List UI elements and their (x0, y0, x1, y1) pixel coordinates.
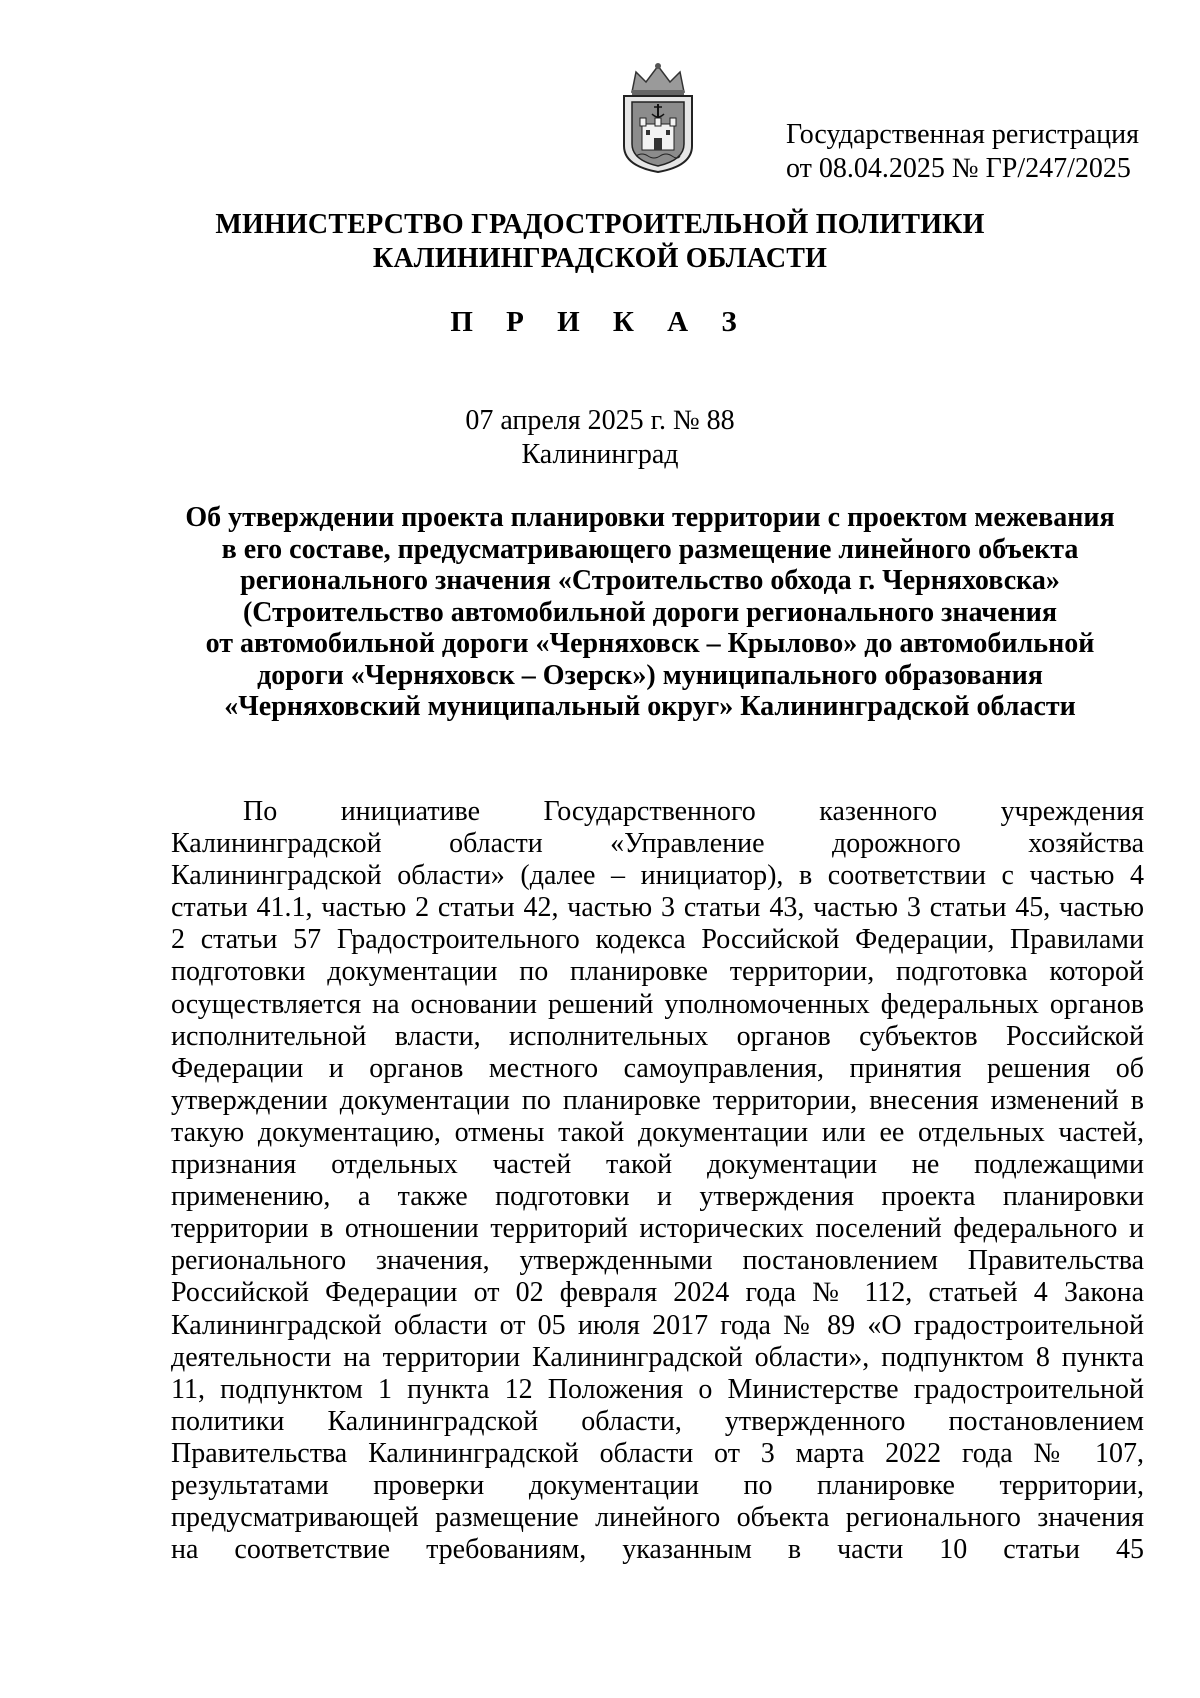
body-line: Калининградской области» (далее – инициатор), в соответствии с частью 4 (171, 860, 1144, 892)
body-line: Федерации и органов местного самоуправления, принятия решения об (171, 1052, 1144, 1084)
body-line: осуществляется на основании решений уполномоченных федеральных органов (171, 988, 1144, 1020)
body-line: 11, подпунктом 1 пункта 12 Положения о Министерстве градостроительной (171, 1373, 1144, 1405)
body-line: Калининградской области «Управление дорожного хозяйства (171, 828, 1144, 860)
subject-line: от автомобильной дороги «Черняховск – Крылово» до автомобильной (205, 628, 1095, 659)
registration-title: Государственная регистрация (786, 119, 1139, 150)
ministry-line-2: КАЛИНИНГРАДСКОЙ ОБЛАСТИ (372, 243, 828, 274)
order-subject (170, 502, 1130, 723)
document-type: П Р И К А З (450, 306, 750, 338)
body-line: Российской Федерации от 02 февраля 2024 года № 112, статьей 4 Закона (171, 1277, 1144, 1309)
body-line: регионального значения, утвержденными постановлением Правительства (171, 1245, 1144, 1277)
order-city: Калининград (521, 439, 679, 470)
body-line: такую документацию, отмены такой документации или ее отдельных частей, (171, 1116, 1144, 1148)
body-line: Правительства Калининградской области от 3 марта 2022 года № 107, (171, 1437, 1144, 1469)
subject-line: в его составе, предусматривающего размещение линейного объекта (221, 533, 1079, 565)
subject-line: дороги «Черняховск – Озерск») муниципального образования (257, 659, 1043, 691)
subject-line: «Черняховский муниципальный округ» Калининградской области (224, 691, 1076, 722)
body-line: подготовки документации по планировке территории, подготовка которой (171, 956, 1144, 988)
body-paragraph (171, 796, 1144, 1566)
body-line: на соответствие требованиям, указанным в части 10 статьи 45 (171, 1534, 1144, 1566)
body-line: территории в отношении территорий исторических поселений федерального и (171, 1213, 1144, 1245)
subject-line: регионального значения «Строительство обхода г. Черняховска» (240, 565, 1060, 596)
body-line: применению, а также подготовки и утверждения проекта планировки (171, 1181, 1144, 1213)
coat-of-arms-icon (618, 62, 698, 174)
registration-number: от 08.04.2025 № ГР/247/2025 (786, 153, 1131, 184)
order-date-number: 07 апреля 2025 г. № 88 (465, 405, 735, 436)
body-line: политики Калининградской области, утвержденного постановлением (171, 1405, 1144, 1437)
subject-line: (Строительство автомобильной дороги регионального значения (242, 596, 1058, 628)
ministry-name (0, 208, 1200, 276)
body-line: По инициативе Государственного казенного учреждения (243, 796, 1144, 827)
order-date-block (0, 404, 1200, 472)
body-line: исполнительной власти, исполнительных органов субъектов Российской (171, 1020, 1144, 1052)
body-line: деятельности на территории Калининградской области», подпунктом 8 пункта (171, 1341, 1144, 1373)
body-line: предусматривающей размещение линейного объекта регионального значения (171, 1502, 1144, 1534)
ministry-line-1: МИНИСТЕРСТВО ГРАДОСТРОИТЕЛЬНОЙ ПОЛИТИКИ (215, 209, 985, 240)
body-line: утверждении документации по планировке территории, внесения изменений в (171, 1084, 1144, 1116)
registration-stamp (786, 118, 1139, 186)
body-line: результатами проверки документации по планировке территории, (171, 1469, 1144, 1501)
body-line: 2 статьи 57 Градостроительного кодекса Российской Федерации, Правилами (171, 924, 1144, 956)
body-line: статьи 41.1, частью 2 статьи 42, частью 3 статьи 43, частью 3 статьи 45, частью (171, 892, 1144, 924)
body-line: Калининградской области от 05 июля 2017 года № 89 «О градостроительной (171, 1309, 1144, 1341)
subject-line: Об утверждении проекта планировки территории с проектом межевания (185, 502, 1115, 533)
body-line: признания отдельных частей такой документации не подлежащими (171, 1149, 1144, 1181)
